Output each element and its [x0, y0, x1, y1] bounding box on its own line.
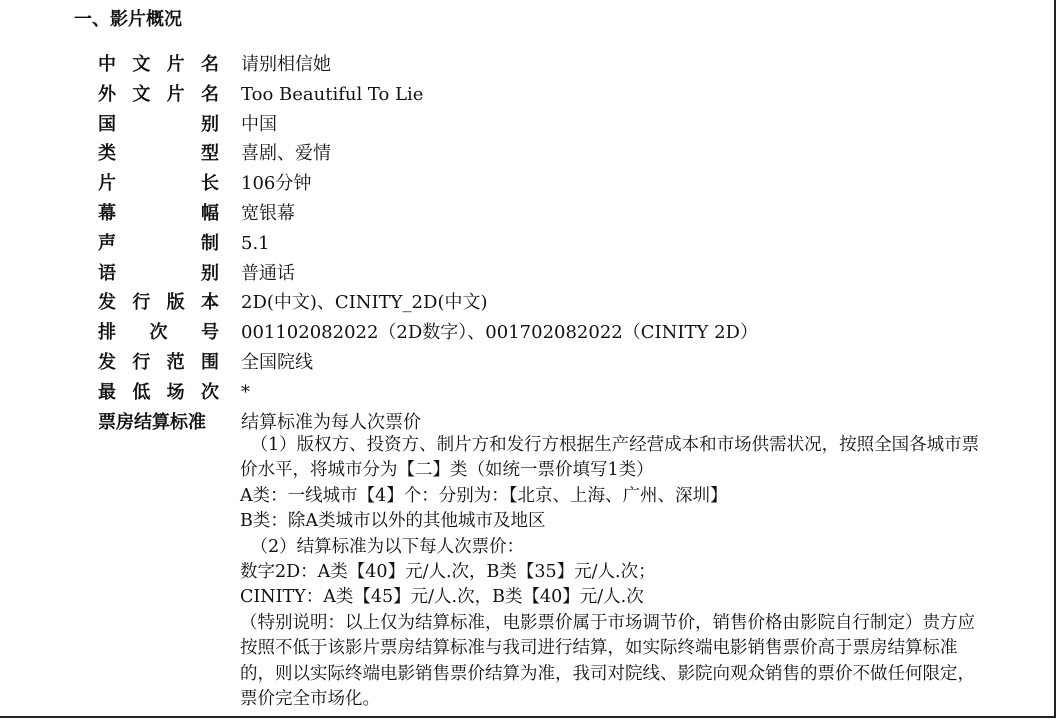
label-char: 排 — [98, 322, 116, 344]
label-char: 场 — [166, 381, 185, 403]
info-row-value: 全国院线 — [241, 352, 313, 373]
label-char: 类 — [98, 143, 116, 165]
info-row-label — [98, 110, 219, 140]
info-row-label — [98, 318, 219, 348]
label-char: 次 — [200, 381, 219, 403]
label-char: 围 — [200, 352, 219, 373]
info-row-label — [98, 378, 219, 408]
info-row-label — [98, 139, 219, 169]
info-row-value: 001102082022（2D数字）、001702082022（CINITY 2D） — [241, 322, 758, 344]
settlement-paragraph-2: （2）结算标准为以下每人次票价： — [250, 536, 525, 557]
label-char: 片 — [98, 173, 116, 195]
label-char: 制 — [201, 232, 219, 254]
info-row-value: 宽银幕 — [241, 203, 295, 224]
label-char: 幅 — [201, 203, 219, 224]
label-char: 中 — [98, 54, 116, 75]
label-char: 最 — [98, 381, 116, 403]
settlement-b-class: B类：除A类城市以外的其他城市及地区 — [240, 511, 546, 532]
label-char: 幕 — [98, 203, 116, 224]
info-row-label — [98, 348, 219, 378]
info-row-value: 2D(中文)、CINITY_2D(中文) — [241, 292, 488, 314]
label-char: 行 — [132, 352, 151, 373]
info-row-value: 普通话 — [241, 262, 295, 284]
label-char: 声 — [98, 232, 116, 254]
label-char: 名 — [200, 54, 219, 75]
info-row-label — [98, 288, 219, 318]
label-char: 次 — [149, 322, 168, 344]
label-char: 外 — [98, 83, 116, 105]
info-row-value: 请别相信她 — [241, 54, 331, 75]
settlement-price-cinity: CINITY：A类【45】元/人.次，B类【40】元/人.次 — [240, 587, 644, 608]
settlement-details — [240, 433, 985, 712]
info-row-value: 喜剧、爱情 — [241, 143, 331, 165]
info-row-label — [98, 229, 219, 259]
settlement-paragraph-1: （1）版权方、投资方、制片方和发行方根据生产经营成本和市场供需状况，按照全国各城市票价水平，将城市分为【二】类（如统一票价填写1类） — [240, 435, 980, 481]
info-row-value: 中国 — [241, 113, 277, 135]
label-char: 名 — [200, 83, 219, 105]
info-row-value: 5.1 — [241, 232, 270, 254]
info-row-label — [98, 259, 219, 289]
label-char: 号 — [201, 322, 219, 344]
info-row-label — [98, 408, 219, 438]
info-row-value: Too Beautiful To Lie — [241, 83, 424, 105]
label-char: 行 — [132, 292, 151, 314]
info-row-value: 106分钟 — [241, 173, 312, 195]
label-char: 型 — [201, 143, 219, 165]
label-char: 别 — [201, 113, 219, 135]
label-char: 长 — [201, 173, 219, 195]
settlement-a-class: A类：一线城市【4】个：分别为：【北京、上海、广州、深圳】 — [240, 485, 728, 506]
label-char: 国 — [98, 113, 116, 135]
label-char: 片 — [166, 83, 185, 105]
label-char: 范 — [166, 352, 185, 373]
info-row-label — [98, 80, 219, 110]
label-char: 文 — [132, 83, 151, 105]
label-char: 票房结算标准 — [98, 411, 206, 433]
label-char: 文 — [132, 54, 151, 75]
label-char: 低 — [132, 381, 151, 403]
info-row-value: * — [241, 381, 250, 403]
info-row-value: 结算标准为每人次票价 — [241, 411, 421, 433]
label-char: 本 — [200, 292, 219, 314]
label-char: 片 — [166, 54, 185, 75]
label-char: 发 — [98, 352, 116, 373]
section-title: 一、影片概况 — [74, 9, 182, 30]
label-char: 发 — [98, 292, 116, 314]
info-row-label — [98, 50, 219, 80]
info-row-label — [98, 169, 219, 199]
label-char: 别 — [201, 262, 219, 284]
label-char: 语 — [98, 262, 116, 284]
settlement-note: （特别说明：以上仅为结算标准，电影票价属于市场调节价，销售价格由影院自行制定）贵方应按照不低于该影片票房结算标准与我司进行结算，如实际终端电影销售票价高于票房结算标准的，则以实际终端电影销售票价结算为准，我司对院线、影院向观众销售的票价不做任何限定，票价完全市场化。 — [240, 612, 975, 710]
settlement-price-2d: 数字2D：A类【40】元/人.次，B类【35】元/人.次； — [240, 562, 656, 583]
info-row-label — [98, 199, 219, 229]
label-char: 版 — [166, 292, 185, 314]
